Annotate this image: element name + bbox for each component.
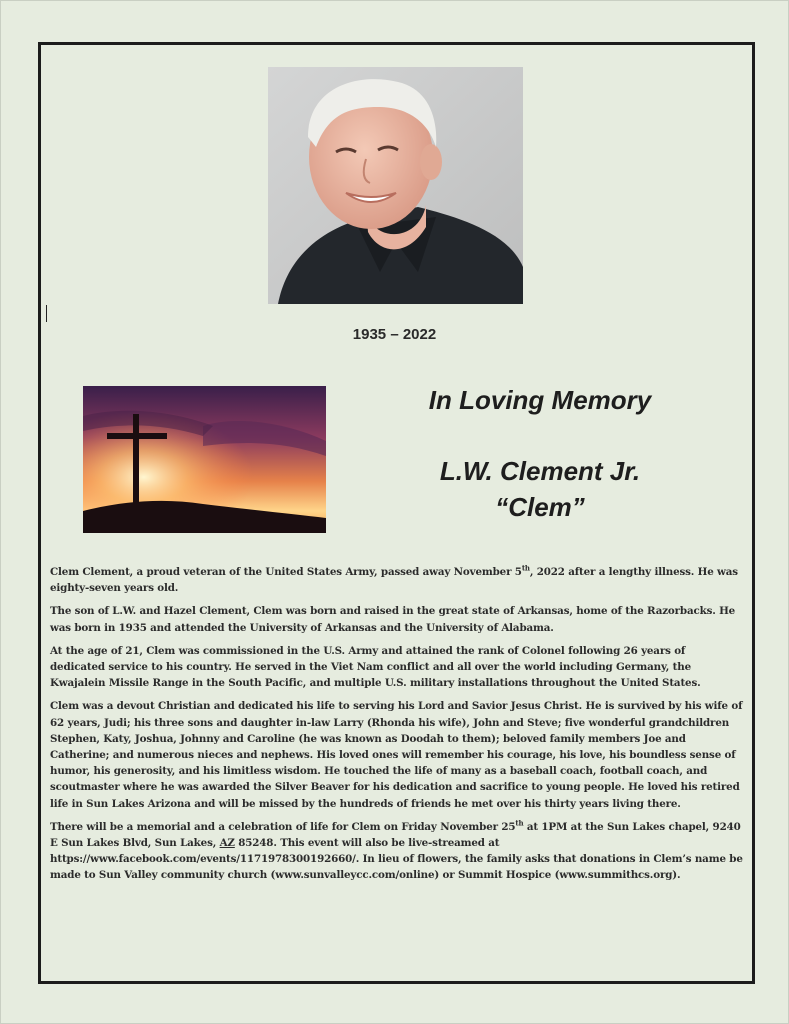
paragraph-memorial-text: There will be a memorial and a celebration of life for Clem on Friday November 25: [50, 820, 516, 833]
cross-sunset-photo: [83, 386, 326, 533]
ordinal-suffix: th: [515, 818, 524, 828]
deceased-name: L.W. Clement Jr.: [439, 456, 641, 486]
paragraph-memorial-address: at 1PM at the Sun Lakes chapel, 9240 E Sun Lakes Blvd, Sun Lakes,: [50, 820, 741, 850]
obituary-text: [50, 564, 743, 891]
paragraph-passing: [50, 564, 743, 596]
paragraph-passing-text-end: , 2022 after a lengthy illness. He was eighty-seven years old.: [50, 566, 738, 595]
paragraph-memorial: [50, 819, 743, 884]
life-dates: 1935 – 2022: [352, 326, 437, 343]
ordinal-suffix: th: [521, 563, 530, 573]
paragraph-passing-text: Clem Clement, a proud veteran of the United States Army, passed away November 5: [50, 566, 522, 578]
portrait-photo: [268, 67, 523, 304]
state-abbreviation: AZ: [219, 837, 235, 850]
deceased-nickname: “Clem”: [495, 492, 585, 522]
paragraph-family: Clem was a devout Christian and dedicated his life to serving his Lord and Savior Jesus Christ. He is survived by his wife of 62 years, Judi; his three sons and daughter in-law Larry (Rhonda his wife), John and Steve; five wonderful grandchildren Stephen, Katy, Joshua, Johnny and Caroline (he was known as Doodah to them); beloved family members Joe and Catherine; and numerous nieces and nephews. His loved ones will remember his courage, his love, his boundless sense of humor, his generosity, and his limitless wisdom. He touched the life of many as a baseball coach, football coach, and scoutmaster where he was awarded the Silver Beaver for his dedication and sacrifice to young people. He loved his retired life in Sun Lakes Arizona and will be missed by the hundreds of friends he met over his thirty years living there.: [50, 700, 743, 810]
paragraph-memorial-details: 85248. This event will also be live-streamed at https://www.facebook.com/events/1171978300192660/. In lieu of flowers, the family asks that donations in Clem’s name be made to Sun Valley community church (www.sunvalleycc.com/online) or Summit Hospice (www.summithcs.org).: [50, 837, 743, 882]
paragraph-early-life: The son of L.W. and Hazel Clement, Clem was born and raised in the great state of Arkansas, home of the Razorbacks. He was born in 1935 and attended the University of Arkansas and the University of Alabama.: [50, 605, 736, 634]
memorial-heading: In Loving Memory: [428, 385, 652, 415]
paragraph-military: At the age of 21, Clem was commissioned in the U.S. Army and attained the rank of Colonel following 26 years of dedicated service to his country. He served in the Viet Nam conflict and all over the world including Germany, the Kwajalein Missile Range in the South Pacific, and multiple U.S. military installations throughout the United States.: [50, 644, 701, 690]
text-cursor: [46, 305, 47, 322]
